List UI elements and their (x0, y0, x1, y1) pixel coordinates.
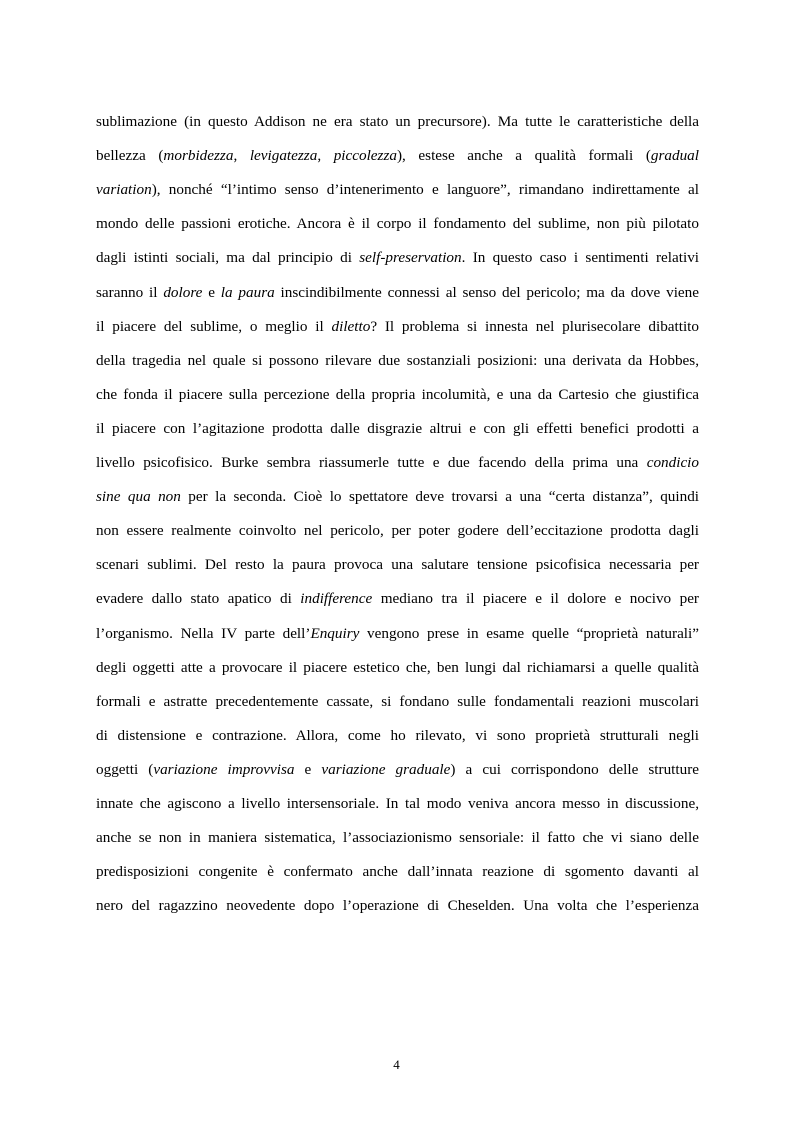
text-run: mediano tra il piacere e il dolore e nocivo per (372, 590, 699, 608)
text-run: inscindibilmente connessi al senso del pericolo; ma da dove viene (274, 283, 699, 301)
text-line (96, 419, 699, 439)
text-run: che fonda il piacere sulla percezione della propria incolumità, e una da Cartesio che giustifica (96, 385, 699, 403)
italic-text: piccolezza (333, 147, 397, 165)
text-run: per la seconda. Cioè lo spettatore deve trovarsi a una “certa distanza”, quindi (180, 488, 700, 506)
text-run: formali e astratte precedentemente cassate, si fondano sulle fondamentali reazioni muscolari (96, 692, 699, 710)
text-run: vengono prese in esame quelle “proprietà naturali” (359, 624, 699, 642)
italic-text: variazione improvvisa (153, 760, 295, 778)
text-run: anche se non in maniera sistematica, l’associazionismo sensoriale: il fatto che vi siano delle (96, 829, 699, 847)
text-line (96, 112, 699, 132)
italic-text: morbidezza (163, 147, 234, 165)
text-run: il piacere del sublime, o meglio il (96, 317, 332, 335)
italic-text: levigatezza (249, 147, 318, 165)
text-run: ), nonché “l’intimo senso d’intenerimento e languore”, rimandano indirettamente al (151, 181, 699, 199)
text-line (96, 283, 699, 303)
text-line (96, 589, 699, 609)
italic-text: la paura (220, 283, 275, 301)
text-line (96, 317, 699, 337)
text-line (96, 760, 699, 780)
text-run: ? Il problema si innesta nel plurisecolare dibattito (370, 317, 699, 335)
text-line (96, 521, 699, 541)
text-run: dagli istinti sociali, ma dal principio di (96, 249, 360, 267)
text-run: , (317, 147, 334, 165)
text-run: livello psicofisico. Burke sembra riassumerle tutte e due facendo della prima una (96, 454, 647, 471)
italic-text: diletto (331, 317, 371, 335)
text-run: e (202, 283, 221, 301)
text-line (96, 794, 699, 814)
text-run: scenari sublimi. Del resto la paura provoca una salutare tensione psicofisica necessaria per (96, 556, 699, 574)
italic-text: self-preservation (359, 249, 462, 267)
text-line (96, 214, 699, 234)
text-run: il piacere con l’agitazione prodotta dalle disgrazie altrui e con gli effetti benefici prodotti a (96, 419, 699, 437)
text-run: e (294, 760, 322, 778)
text-line (96, 385, 699, 405)
text-line (96, 726, 699, 746)
text-run: degli oggetti atte a provocare il piacere estetico che, ben lungi dal richiamarsi a quelle qualità (96, 658, 699, 676)
text-line (96, 692, 699, 712)
text-line (96, 896, 699, 916)
text-line (96, 828, 699, 848)
text-line (96, 487, 699, 507)
text-run: evadere dallo stato apatico di (96, 590, 301, 608)
text-run: ) a cui corrispondono delle strutture (450, 760, 700, 778)
text-run: della tragedia nel quale si possono rilevare due sostanziali posizioni: una derivata da Hobbes, (96, 351, 699, 369)
text-run: mondo delle passioni erotiche. Ancora è il corpo il fondamento del sublime, non più pilotato (96, 215, 699, 233)
text-run: non essere realmente coinvolto nel pericolo, per poter godere dell’eccitazione prodotta dagli (96, 522, 699, 540)
text-run: ), estese anche a qualità formali ( (396, 147, 651, 165)
text-run: l’organismo. Nella IV parte dell’ (96, 624, 311, 642)
text-run: . In questo caso i sentimenti relativi (461, 249, 700, 267)
italic-text: Enquiry (310, 624, 360, 642)
text-run: saranno il (96, 283, 164, 301)
italic-text: indifference (300, 590, 373, 608)
text-line (96, 658, 699, 678)
text-run: sublimazione (in questo Addison ne era stato un precursore). Ma tutte le caratteristiche della (96, 113, 699, 130)
italic-text: dolore (163, 283, 203, 301)
text-line (96, 351, 699, 371)
italic-text: variation (96, 181, 152, 199)
text-run: nero del ragazzino neovedente dopo l’operazione di Cheselden. Una volta che l’esperienza (96, 897, 699, 915)
text-run: , (233, 147, 250, 165)
text-run: bellezza ( (96, 147, 164, 165)
italic-text: condicio (646, 454, 699, 471)
text-line (96, 862, 699, 882)
text-line (96, 555, 699, 575)
text-run: innate che agiscono a livello intersensoriale. In tal modo veniva ancora messo in discussione, (96, 795, 699, 812)
italic-text: gradual (650, 147, 699, 165)
text-run: oggetti ( (96, 760, 154, 778)
text-line (96, 624, 699, 644)
text-run: di distensione e contrazione. Allora, come ho rilevato, vi sono proprietà strutturali negli (96, 726, 699, 744)
text-line (96, 180, 699, 200)
text-line (96, 146, 699, 166)
italic-text: sine qua non (96, 488, 181, 506)
page-number: 4 (393, 1057, 400, 1072)
text-line (96, 453, 699, 473)
text-line (96, 248, 699, 268)
text-run: predisposizioni congenite è confermato anche dall’innata reazione di sgomento davanti al (96, 863, 699, 881)
italic-text: variazione graduale (321, 760, 451, 778)
